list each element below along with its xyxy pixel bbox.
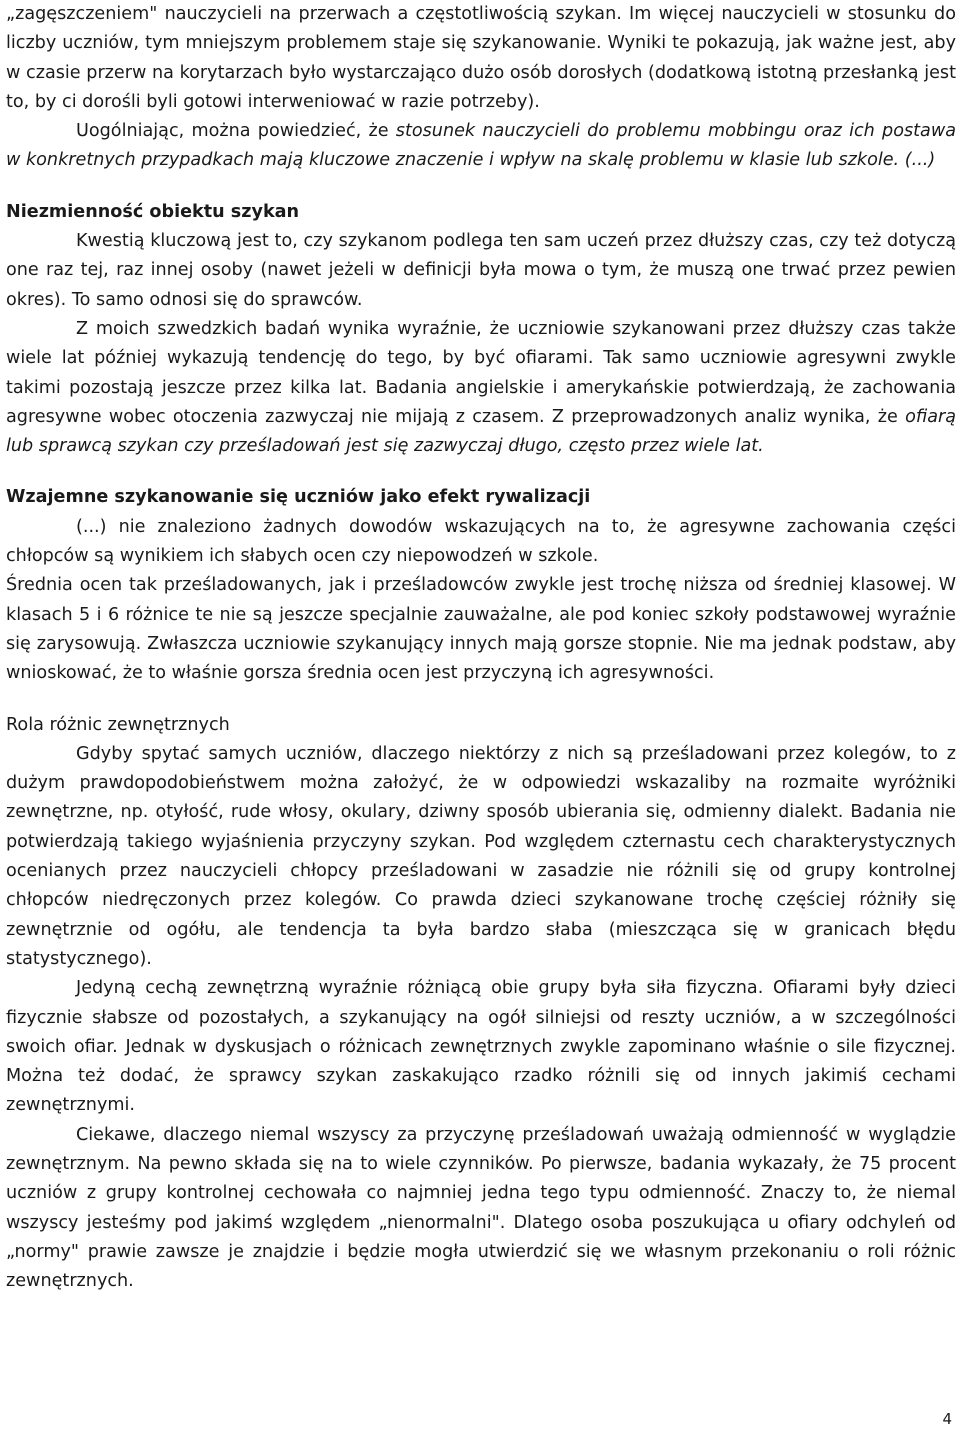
spacer	[6, 176, 956, 198]
paragraph-ask-students: Gdyby spytać samych uczniów, dlaczego niektórzy z nich są prześladowani przez kolegów, to z dużym prawdopodobieństwem można założyć, że w odpowiedzi wskazaliby na rozmaite wyróżniki zewnętrzne, np. otyłość, rude włosy, okulary, dziwny sposób ubierania się, odmienny dialekt. Badania nie potwierdzają takiego wyjaśnienia przyczyny szykan. Pod względem czternastu cech charakterystycznych ocenianych przez nauczycieli chłopcy prześladowani w zasadzie nie różnili się od grupy kontrolnej chłopców niedręczonych przez kolegów. Co prawda dzieci szykanowane trochę częściej różniły się zewnętrznie od ogółu, ale tendencja ta była bardzo słaba (mieszcząca się w granicach błędu statystycznego).	[6, 743, 956, 969]
generalization-emphasis: stosunek nauczycieli do problemu mobbingu oraz ich postawa w konkretnych przypadkach mają kluczowe znaczenie i wpływ na skalę problemu w klasie lub szkole. (...)	[6, 121, 956, 171]
heading-target-stability: Niezmienność obiektu szykan	[6, 201, 300, 222]
paragraph-swedish-research	[6, 315, 956, 461]
swedish-research-emphasis: ofiarą lub sprawcą szykan czy prześladowań jest się zazwyczaj długo, często przez wiele lat.	[6, 406, 956, 457]
paragraph-physical-strength: Jedyną cechą zewnętrzną wyraźnie różniącą obie grupy była siła fizyczna. Ofiarami były dzieci fizycznie słabsze od pozostałych, a szykanujący na ogół silniejsi od reszty uczniów, a w szczególności swoich ofiar. Jednak w dyskusjach o różnicach zewnętrznych zwykle zapominano właśnie o sile fizycznej. Można też dodać, że sprawcy szykan zaskakująco rzadko różnili się od innych jakimiś cechami zewnętrznymi.	[6, 978, 956, 1116]
spacer	[6, 461, 956, 483]
paragraph-no-evidence: (...) nie znaleziono żadnych dowodów wskazujących na to, że agresywne zachowania części chłopców są wynikiem ich słabych ocen czy niepowodzeń w szkole.	[6, 516, 956, 567]
paragraph-teacher-density: „zagęszczeniem" nauczycieli na przerwach a częstotliwością szykan. Im więcej nauczycieli w stosunku do liczby uczniów, tym mniejszym problemem staje się szykanowanie. Wyniki te pokazują, jak ważne jest, aby w czasie przerw na korytarzach było wystarczająco dużo osób dorosłych (dodatkową istotną przesłanką jest to, by ci dorośli byli gotowi interweniować w razie potrzeby).	[6, 4, 956, 112]
swedish-research-text: Z moich szwedzkich badań wynika wyraźnie, że uczniowie szykanowani przez dłuższy czas także wiele lat później wykazują tendencję do tego, by być ofiarami. Tak samo uczniowie agresywni zwykle takimi pozostają jeszcze przez kilka lat. Badania angielskie i amerykańskie potwierdzają, że zachowania agresywne wobec otoczenia zazwyczaj nie mijają z czasem. Z przeprowadzonych analiz wynika, że	[6, 318, 956, 427]
generalization-intro: Uogólniając, można powiedzieć, że	[76, 121, 396, 142]
page-number: 4	[942, 1410, 952, 1428]
spacer	[6, 689, 956, 711]
heading-rivalry: Wzajemne szykanowanie się uczniów jako efekt rywalizacji	[6, 487, 591, 508]
document-page	[6, 0, 956, 1296]
paragraph-grade-average: Średnia ocen tak prześladowanych, jak i prześladowców zwykle jest trochę niższa od średniej klasowej. W klasach 5 i 6 różnice te nie są jeszcze specjalnie zauważalne, ale pod koniec szkoły podstawowej wyraźnie się zarysowują. Zwłaszcza uczniowie szykanujący innych mają gorsze stopnie. Nie ma jednak podstaw, aby wnioskować, że to właśnie gorsza średnia ocen jest przyczyną ich agresywności.	[6, 575, 956, 684]
paragraph-generalization	[6, 117, 956, 176]
heading-external-differences: Rola różnic zewnętrznych	[6, 714, 230, 735]
paragraph-appearance: Ciekawe, dlaczego niemal wszyscy za przyczynę prześladowań uważają odmienność w wyglądzie zewnętrznym. Na pewno składa się na to wiele czynników. Po pierwsze, badania wykazały, że 75 procent uczniów z grupy kontrolnej cechowała co najmniej jedna tego typu odmienność. Znaczy to, że niemal wszyscy jesteśmy pod jakimś względem „nienormalni". Dlatego osoba poszukująca u ofiary odchyleń od „normy" prawie zawsze je znajdzie i będzie mogła utwierdzić się we własnym przekonaniu o roli różnic zewnętrznych.	[6, 1124, 956, 1292]
paragraph-key-question: Kwestią kluczową jest to, czy szykanom podlega ten sam uczeń przez dłuższy czas, czy też dotyczą one raz tej, raz innej osoby (nawet jeżeli w definicji była mowa o tym, że muszą one trwać przez pewien okres). To samo odnosi się do sprawców.	[6, 231, 956, 310]
